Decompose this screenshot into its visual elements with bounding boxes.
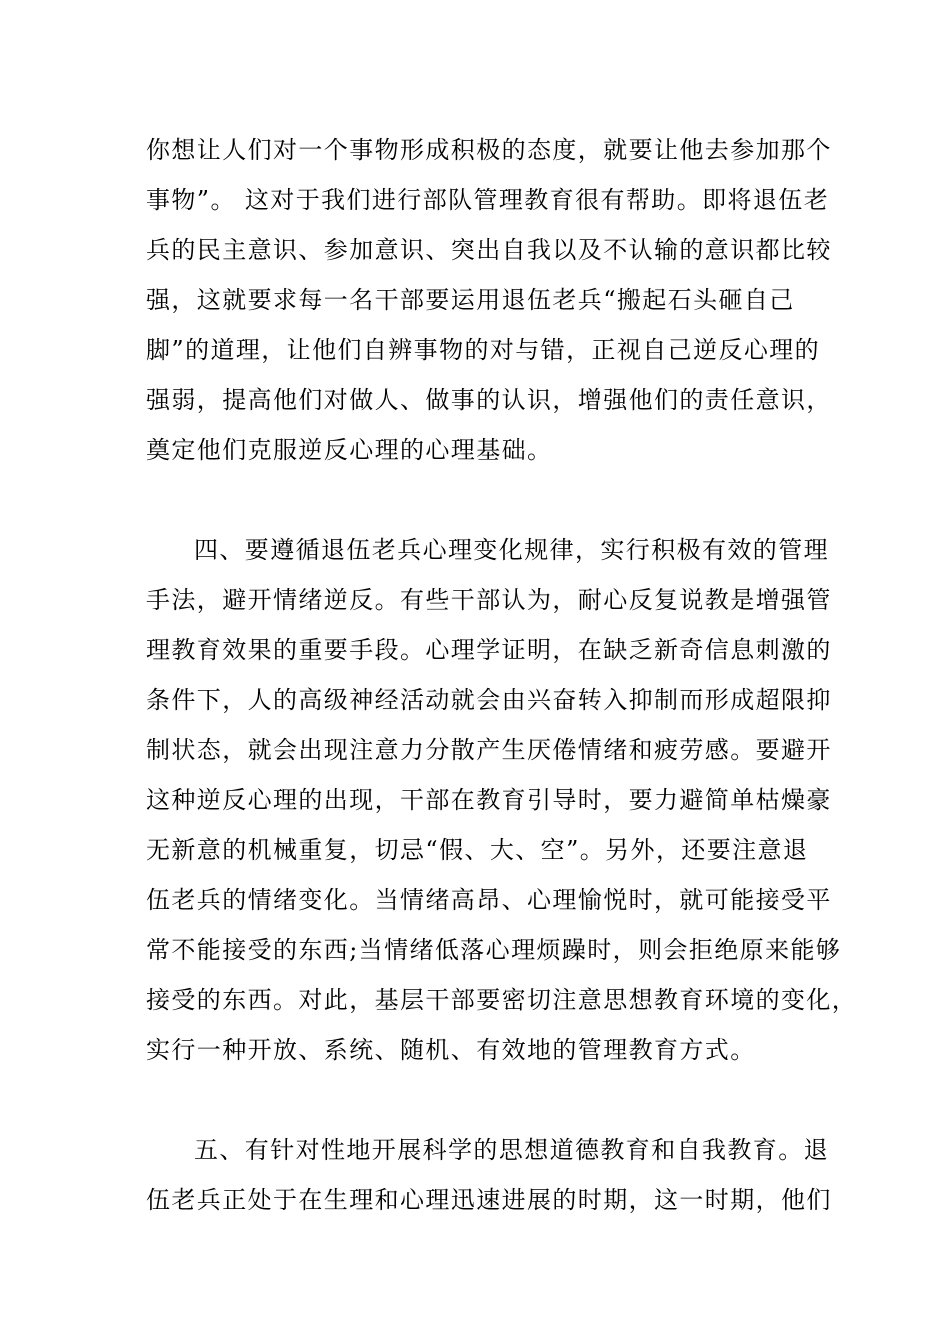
paragraph-3-line-1: 五、有针对性地开展科学的思想道德教育和自我教育。退 xyxy=(194,1136,829,1164)
paragraph-1-line-6: 强弱，提高他们对做人、做事的认识，增强他们的责任意识， xyxy=(146,386,832,414)
paragraph-3-line-2: 伍老兵正处于在生理和心理迅速进展的时期，这一时期，他们 xyxy=(146,1186,832,1214)
paragraph-2-line-9: 常不能接受的东西;当情绪低落心理烦躁时，则会拒绝原来能够 xyxy=(146,936,842,964)
paragraph-2-line-5: 制状态，就会出现注意力分散产生厌倦情绪和疲劳感。要避开 xyxy=(146,736,832,764)
paragraph-2-line-7: 无新意的机械重复，切忌“假、大、空”。另外，还要注意退 xyxy=(146,836,809,864)
paragraph-1-line-3: 兵的民主意识、参加意识、突出自我以及不认输的意识都比较 xyxy=(146,236,832,264)
paragraph-2-line-2: 手法，避开情绪逆反。有些干部认为，耐心反复说教是增强管 xyxy=(146,586,832,614)
paragraph-2-line-8: 伍老兵的情绪变化。当情绪高昂、心理愉悦时，就可能接受平 xyxy=(146,886,832,914)
paragraph-2-line-6: 这种逆反心理的出现，干部在教育引导时，要力避简单枯燥豪 xyxy=(146,786,832,814)
paragraph-2-line-4: 条件下，人的高级神经活动就会由兴奋转入抑制而形成超限抑 xyxy=(146,686,832,714)
paragraph-1-line-4: 强，这就要求每一名干部要运用退伍老兵“搬起石头砸自己 xyxy=(146,286,795,314)
paragraph-1-line-5: 脚”的道理，让他们自辨事物的对与错，正视自己逆反心理的 xyxy=(146,336,821,364)
paragraph-2-line-11: 实行一种开放、系统、随机、有效地的管理教育方式。 xyxy=(146,1036,756,1064)
paragraph-2-line-1: 四、要遵循退伍老兵心理变化规律，实行积极有效的管理 xyxy=(194,536,829,564)
paragraph-1-line-1: 你想让人们对一个事物形成积极的态度，就要让他去参加那个 xyxy=(146,136,832,164)
paragraph-1-line-2: 事物”。 这对于我们进行部队管理教育很有帮助。即将退伍老 xyxy=(146,186,830,214)
paragraph-2-line-3: 理教育效果的重要手段。心理学证明，在缺乏新奇信息刺激的 xyxy=(146,636,832,664)
paragraph-2-line-10: 接受的东西。对此，基层干部要密切注意思想教育环境的变化， xyxy=(146,986,858,1014)
paragraph-1-line-7: 奠定他们克服逆反心理的心理基础。 xyxy=(146,436,553,464)
